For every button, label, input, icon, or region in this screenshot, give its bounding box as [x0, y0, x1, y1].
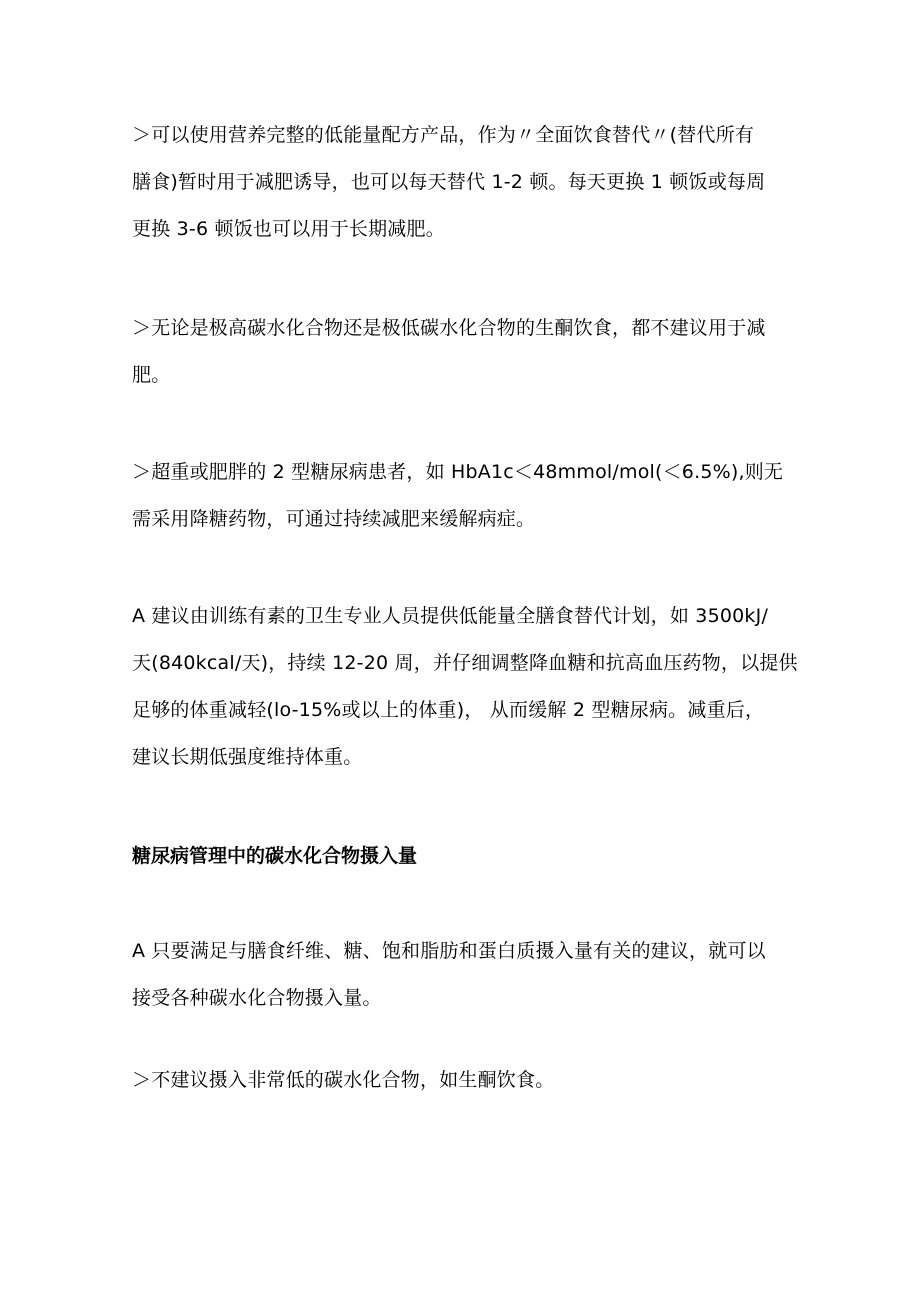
text-line: 更换 3-6 顿饭也可以用于长期减肥。: [132, 218, 445, 240]
paragraph-meal-replacement: [132, 112, 794, 253]
text-line: 肥。: [132, 364, 171, 386]
text-line: 建议长期低强度维持体重。: [132, 746, 363, 768]
text-line: ＞不建议摄入非常低的碳水化合物，如生酮饮食。: [132, 1069, 555, 1091]
text-line: ＞超重或肥胖的 2 型糖尿病患者，如 HbA1c＜48mmol/mol(＜6.5%),则无: [132, 461, 784, 483]
text-line: ＞可以使用营养完整的低能量配方产品，作为〃全面饮食替代〃(替代所有: [132, 124, 755, 146]
text-line: A 只要满足与膳食纤维、糖、饱和脂肪和蛋白质摄入量有关的建议，就可以: [132, 940, 766, 962]
text-line: A 建议由训练有素的卫生专业人员提供低能量全膳食替代计划，如 3500kJ/: [132, 605, 769, 627]
text-line: ＞无论是极高碳水化合物还是极低碳水化合物的生酮饮食，都不建议用于减: [132, 317, 766, 339]
paragraph-overweight-diabetes: [132, 449, 794, 543]
paragraph-very-low-carb: [132, 1057, 794, 1104]
paragraph-low-energy-plan: [132, 593, 798, 781]
text-line: 天(840kcal/天)，持续 12-20 周，并仔细调整降血糖和抗高血压药物，以提供: [132, 652, 798, 674]
text-line: 需采用降糖药物，可通过持续减肥来缓解病症。: [132, 508, 536, 530]
section-heading: 糖尿病管理中的碳水化合物摄入量: [132, 845, 418, 867]
paragraph-ketogenic-diet: [132, 305, 794, 399]
paragraph-carbohydrate-intake: [132, 928, 794, 1022]
text-line: 接受各种碳水化合物摄入量。: [132, 987, 382, 1009]
text-line: 足够的体重减轻(lo-15%或以上的体重)， 从而缓解 2 型糖尿病。减重后，: [132, 699, 765, 721]
text-line: 膳食)暂时用于减肥诱导，也可以每天替代 1-2 顿。每天更换 1 顿饭或每周: [132, 171, 766, 193]
